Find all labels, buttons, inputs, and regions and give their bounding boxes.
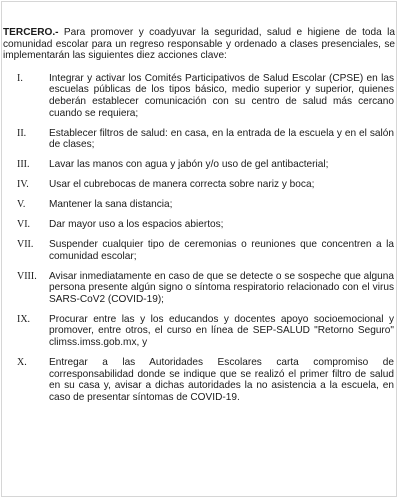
item-text: Usar el cubrebocas de manera correcta sobre nariz y boca;	[49, 179, 315, 191]
item-numeral: II.	[17, 127, 27, 139]
key-actions-list	[3, 73, 395, 404]
item-text: Procurar entre las y los educandos y docentes apoyo socioemocional y promover, entre otros, el curso en línea de SEP-SALUD "Retorno Seguro" climss.imss.gob.mx, y	[49, 313, 394, 348]
list-item	[3, 199, 395, 211]
list-item	[3, 159, 395, 171]
intro-text: Para promover y coadyuvar la seguridad, salud e higiene de toda la comunidad escolar para un regreso responsable y ordenado a clases presenciales, se implementarán las siguientes diez acciones clave:	[3, 27, 395, 62]
item-text: Suspender cualquier tipo de ceremonias o reuniones que concentren a la comunidad escolar;	[49, 239, 394, 262]
item-numeral: III.	[17, 159, 30, 171]
item-numeral: IX.	[17, 313, 31, 325]
intro-paragraph	[3, 27, 395, 62]
list-item	[3, 219, 395, 231]
item-text: Avisar inmediatamente en caso de que se detecte o se sospeche que alguna persona presente algún signo o síntoma respiratorio relacionado con el virus SARS-CoV2 (COVID-19);	[49, 270, 394, 305]
list-item	[3, 239, 395, 262]
list-item	[3, 357, 395, 403]
list-item	[3, 271, 395, 306]
item-text: Dar mayor uso a los espacios abiertos;	[49, 219, 224, 231]
item-text: Establecer filtros de salud: en casa, en la entrada de la escuela y en el salón de clases;	[49, 127, 394, 151]
list-item	[3, 314, 395, 349]
list-item	[3, 179, 395, 191]
item-numeral: V.	[17, 199, 26, 211]
item-numeral: VI.	[17, 219, 31, 231]
section-label: TERCERO.-	[3, 27, 59, 38]
item-text: Lavar las manos con agua y jabón y/o uso de gel antibacterial;	[49, 159, 329, 171]
item-numeral: X.	[17, 356, 27, 368]
item-numeral: VIII.	[17, 270, 37, 282]
list-item	[3, 73, 395, 119]
item-numeral: IV.	[17, 179, 29, 191]
item-text: Entregar a las Autoridades Escolares carta compromiso de corresponsabilidad donde se indique que se realizó el primer filtro de salud en su casa y, avisar a dichas autoridades la no asistencia a la escuela, en caso de presentar síntomas de COVID-19.	[49, 356, 394, 403]
item-numeral: I.	[17, 72, 23, 84]
list-item	[3, 128, 395, 151]
item-text: Integrar y activar los Comités Participativos de Salud Escolar (CPSE) en las escuelas públicas de los tipos básico, medio superior y superior, quienes deberán establecer comunicación con su centro de salud más cercano cuando se requiera;	[49, 72, 394, 119]
item-text: Mantener la sana distancia;	[49, 199, 173, 211]
item-numeral: VII.	[17, 239, 34, 251]
document-body	[3, 27, 395, 412]
